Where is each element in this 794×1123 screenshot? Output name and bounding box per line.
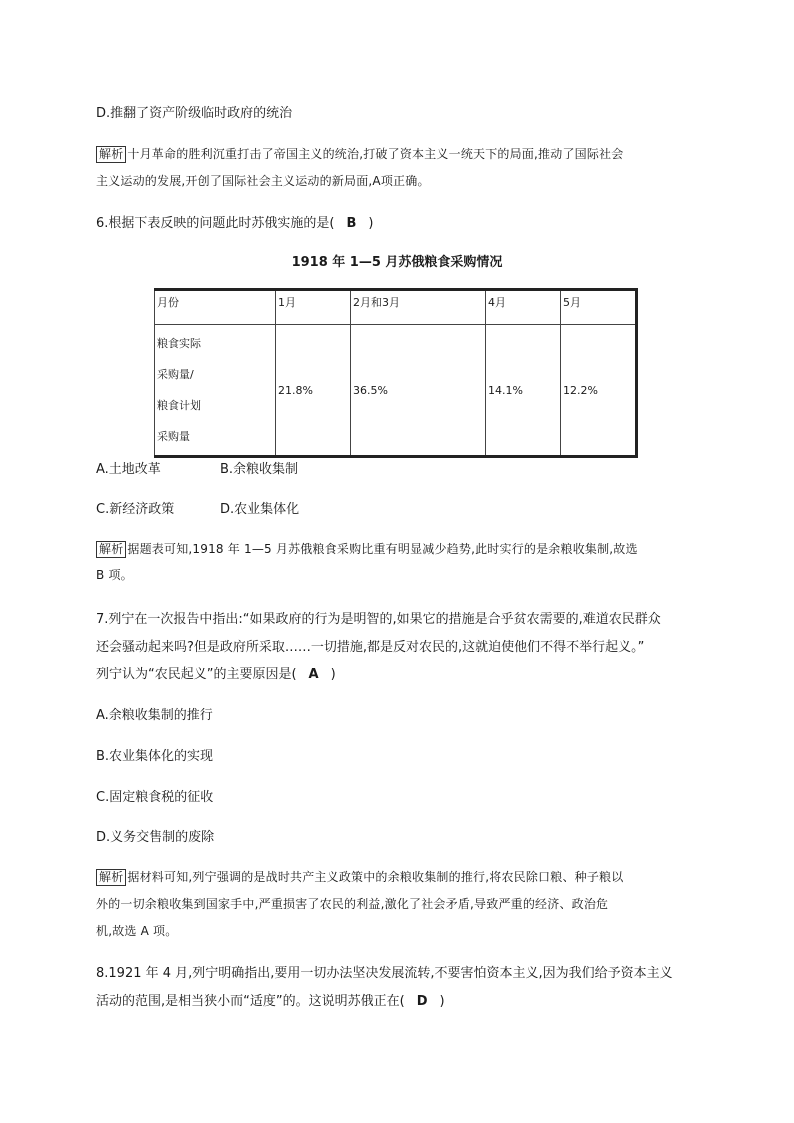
analysis-badge: 解析 (96, 541, 126, 558)
q6-analysis-line1: 解析 据题表可知,1918 年 1—5 月苏俄粮食采购比重有明显减少趋势,此时实行的是余粮收集制,故选 (96, 540, 638, 558)
table-header-label: 月份 (155, 290, 276, 325)
q5-analysis-line1: 解析 十月革命的胜利沉重打击了帝国主义的统治,打破了资本主义一统天下的局面,推动了国际社会 (96, 145, 623, 163)
q8-stem-line2: 活动的范围,是相当狭小而“适度”的。这说明苏俄正在( D ) (96, 994, 445, 1009)
table-header-month: 4月 (486, 290, 561, 325)
q7-stem-line3: 列宁认为“农民起义”的主要原因是( A ) (96, 667, 336, 682)
q7-answer: A (308, 667, 319, 682)
q6-table-title: 1918 年 1—5 月苏俄粮食采购情况 (291, 255, 503, 270)
q6-analysis-line2: B 项。 (96, 568, 133, 582)
q7-analysis-line3: 机,故选 A 项。 (96, 924, 178, 938)
q6-option-d: D.农业集体化 (220, 502, 300, 517)
table-header-row (155, 290, 637, 325)
q7-stem-line2: 还会骚动起来吗?但是政府所采取……一切措施,都是反对农民的,这就迫使他们不得不举行起义。” (96, 640, 645, 655)
q6-options-row1 (96, 458, 298, 477)
q6-options-row2 (96, 498, 299, 517)
table-cell: 12.2% (561, 325, 637, 457)
q5-analysis-line2: 主义运动的发展,开创了国际社会主义运动的新局面,A项正确。 (96, 174, 430, 188)
q7-option-c: C.固定粮食税的征收 (96, 790, 214, 805)
q7-option-d: D.义务交售制的废除 (96, 830, 215, 845)
q6-option-c: C.新经济政策 (96, 502, 175, 517)
table-header-month: 5月 (561, 290, 637, 325)
q6-stem: 6.根据下表反映的问题此时苏俄实施的是( B ) (96, 216, 374, 231)
q6-option-b: B.余粮收集制 (220, 462, 299, 477)
q7-analysis-line2: 外的一切余粮收集到国家手中,严重损害了农民的利益,激化了社会矛盾,导致严重的经济、政治危 (96, 897, 609, 911)
q8-answer: D (416, 994, 428, 1009)
analysis-badge: 解析 (96, 869, 126, 886)
analysis-badge: 解析 (96, 146, 126, 163)
q5-option-d: D.推翻了资产阶级临时政府的统治 (96, 106, 293, 121)
grain-procurement-table (154, 288, 638, 458)
q7-analysis-line1: 解析 据材料可知,列宁强调的是战时共产主义政策中的余粮收集制的推行,将农民除口粮、种子粮以 (96, 868, 623, 886)
table-cell: 21.8% (276, 325, 351, 457)
q7-stem-line1: 7.列宁在一次报告中指出:“如果政府的行为是明智的,如果它的措施是合乎贫农需要的,难道农民群众 (96, 612, 661, 627)
q8-stem-line1: 8.1921 年 4 月,列宁明确指出,要用一切办法坚决发展流转,不要害怕资本主义,因为我们给予资本主义 (96, 966, 673, 981)
table-cell: 36.5% (351, 325, 486, 457)
table-header-month: 1月 (276, 290, 351, 325)
q7-option-b: B.农业集体化的实现 (96, 749, 214, 764)
table-header-month: 2月和3月 (351, 290, 486, 325)
table-row (155, 325, 637, 457)
q6-answer: B (346, 216, 357, 231)
q7-option-a: A.余粮收集制的推行 (96, 708, 213, 723)
table-cell: 14.1% (486, 325, 561, 457)
table-row-label: 粮食实际 采购量/ 粮食计划 采购量 (155, 325, 276, 457)
q6-option-a: A.土地改革 (96, 462, 161, 477)
